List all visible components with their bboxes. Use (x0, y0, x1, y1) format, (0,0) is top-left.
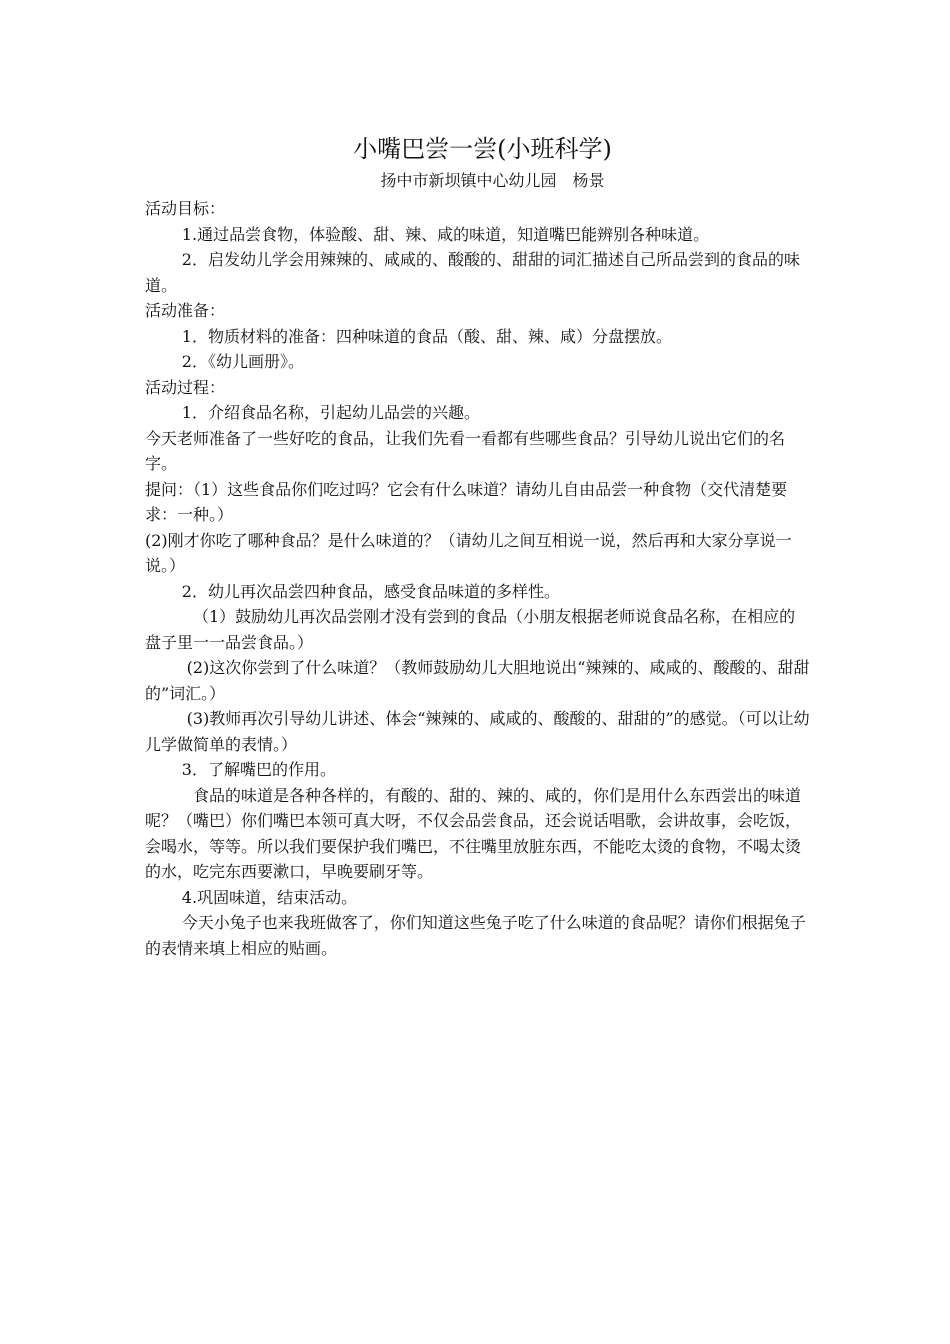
preparation-item-1: 1．物质材料的准备：四种味道的食品（酸、甜、辣、咸）分盘摆放。 (181, 326, 672, 346)
process-step-3-text: 食品的味道是各种各样的，有酸的、甜的、辣的、咸的，你们是用什么东西尝出的味道呢？（嘴巴）你们嘴巴本领可真大呀，不仅会品尝食品，还会说话唱歌，会讲故事，会吃饭，会喝水，等等。所以我们要保护我们嘴巴，不往嘴里放脏东西，不能吃太烫的食物，不喝太烫的水，吃完东西要漱口，早晚要刷牙等。 (145, 785, 802, 881)
document-page (145, 130, 810, 961)
process-step-1: 1．介绍食品名称，引起幼儿品尝的兴趣。 (181, 403, 480, 422)
process-step-1-question-1: 提问：（1）这些食品你们吃过吗？它会有什么味道？请幼儿自由品尝一种食物（交代清楚要求：一种。） (145, 479, 788, 524)
process-step-2: 2．幼儿再次品尝四种食品，感受食品味道的多样性。 (181, 581, 560, 601)
preparation-item-2: 2．《幼儿画册》。 (181, 352, 304, 371)
document-author: 扬中市新坝镇中心幼儿园 杨景 (380, 171, 605, 190)
section-heading-process: 活动过程： (145, 377, 226, 397)
section-heading-preparation: 活动准备： (145, 301, 226, 320)
process-step-1-text: 今天老师准备了一些好吃的食品，让我们先看一看都有些哪些食品？引导幼儿说出它们的名字。 (145, 428, 786, 473)
process-step-1-question-2: (2)刚才你吃了哪种食品？是什么味道的？（请幼儿之间互相说一说，然后再和大家分享说一说。） (145, 530, 792, 575)
goal-item-1: 1.通过品尝食物，体验酸、甜、辣、咸的味道，知道嘴巴能辨别各种味道。 (181, 224, 710, 244)
section-heading-goals: 活动目标： (145, 199, 226, 218)
process-step-4-text: 今天小兔子也来我班做客了，你们知道这些兔子吃了什么味道的食品呢？请你们根据兔子的表情来填上相应的贴画。 (145, 913, 806, 958)
process-step-2-sub-2: (2)这次你尝到了什么味道？（教师鼓励幼儿大胆地说出“辣辣的、咸咸的、酸酸的、甜甜的”词汇。） (145, 658, 810, 703)
process-step-2-sub-3: (3)教师再次引导幼儿讲述、体会“辣辣的、咸咸的、酸酸的、甜甜的”的感觉。（可以让幼儿学做简单的表情。） (145, 709, 810, 754)
process-step-4: 4.巩固味道，结束活动。 (181, 887, 358, 907)
process-step-3: 3．了解嘴巴的作用。 (181, 760, 336, 779)
process-step-2-sub-1: （1）鼓励幼儿再次品尝刚才没有尝到的食品（小朋友根据老师说食品名称，在相应的盘子里一一品尝食品。） (145, 607, 796, 652)
goal-item-2: 2．启发幼儿学会用辣辣的、咸咸的、酸酸的、甜甜的词汇描述自己所品尝到的食品的味道。 (145, 250, 800, 295)
document-title: 小嘴巴尝一尝(小班科学) (353, 135, 612, 163)
